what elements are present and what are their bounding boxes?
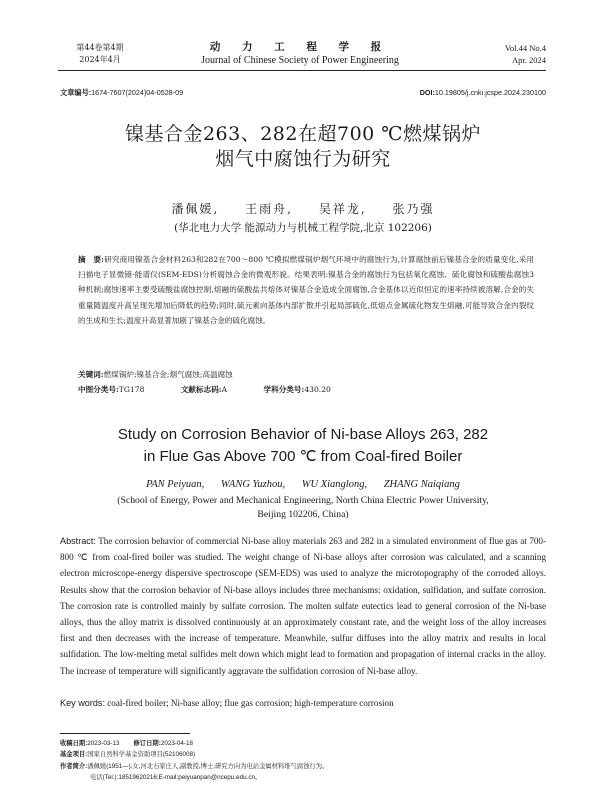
doi-label: DOI: [419, 88, 435, 97]
classification-row [78, 382, 534, 397]
doi-value: 10.19805/j.cnki.jcspe.2024.230100 [434, 88, 546, 97]
document-code [181, 382, 227, 397]
header-rule [58, 70, 546, 71]
header-issue-block [480, 42, 546, 66]
keywords-cn-label: 关键词: [78, 370, 104, 379]
article-number-value: 1674-7607(2024)04-0528-09 [91, 88, 184, 97]
title-en [60, 424, 546, 468]
footnote [60, 738, 546, 783]
journal-name-en: Journal of Chinese Society of Power Engineering [201, 55, 399, 66]
abstract-cn-text: 研究商用镍基合金材料263和282在700～800 ℃模拟燃煤锅炉烟气环境中的腐蚀行为,计算腐蚀前后镍基合金的质量变化,采用扫描电子显微镜-能谱仪(SEM-EDS)分析腐蚀合金的微观形貌。结果表明:镍基合金的腐蚀行为包括氧化腐蚀、硫化腐蚀和硫酸盐腐蚀3种机制;腐蚀速率主要受硫酸盐腐蚀控制,熔融的硫酸盐共熔体对镍基合金造成全面腐蚀,合金基体以近似恒定的速率持续被溶解,合金的失重量随温度升高呈现先增加后降低的趋势;同时,硫元素向基体内部扩散并引起局部硫化,低熔点金属硫化物发生熔融,可能导致合金内裂纹的生成和生长;温度升高显著加剧了镍基合金的硫化腐蚀。 [78, 255, 534, 325]
keywords-cn [78, 367, 534, 382]
footnote-author [60, 761, 546, 772]
revised-label: 修订日期: [133, 740, 161, 747]
keywords-en [60, 696, 546, 710]
footnote-dates [60, 738, 546, 749]
footnote-rule [60, 733, 190, 734]
author-en: WANG Yuzhou, [220, 479, 286, 490]
title-en-line2: in Flue Gas Above 700 ℃ from Coal-fired Boiler [143, 448, 463, 465]
authors-cn [60, 200, 546, 217]
title-en-line1: Study on Corrosion Behavior of Ni-base Alloys 263, 282 [117, 426, 489, 443]
header-date-cn: 2024年4月 [79, 55, 121, 64]
clc-label: 中图分类号: [78, 385, 119, 394]
footnote-fund [60, 749, 546, 760]
doc-code-label: 文献标志码: [180, 385, 222, 394]
author-cn: 吴祥龙, [318, 202, 367, 216]
abstract-en-text: The corrosion behavior of commercial Ni-base alloy materials 263 and 282 in a simulated environment of flue gas at 700-800 ℃ from coal-fired boiler was studied. The weight change of Ni-base alloys after corrosion was calculated, and a scanning electron microscope-energy dispersive spectroscope (SEM-EDS) was used to analyze the microtopography of the corroded alloys. Results show that the corrosion behavior of Ni-base alloys includes three mechanisms: oxidation, sulfidation, and sulfate corrosion. The corrosion rate is controlled mainly by sulfate corrosion. The molten sulfate eutectics lead to general corrosion of the Ni-base alloys, thus the alloy matrix is dissolved continuously at an approximately constant rate, and the weight loss of the alloy increases first and then decreases with the increase of temperature. Meanwhile, sulfur diffuses into the alloy matrix and results in local sulfidation. The low-melting metal sulfides melt down which might lead to formation and propagation of internal cracks in the alloy. The increase of temperature will significantly aggravate the sulfidation corrosion of Ni-base alloy. [60, 536, 546, 676]
subject-value: 430.20 [304, 385, 331, 394]
keywords-en-text: coal-fired boiler; Ni-base alloy; flue gas corrosion; high-temperature corrosion [107, 698, 394, 708]
affiliation-en [85, 494, 521, 522]
clc-value: TG178 [118, 385, 145, 394]
abstract-cn [78, 252, 534, 328]
received-date: 2023-03-13 [87, 740, 120, 747]
header-volume-block [60, 42, 140, 66]
fund-value: 国家自然科学基金资助项目(52106008) [87, 751, 196, 759]
doc-code-value: A [221, 385, 228, 394]
author-cn: 张乃强 [392, 202, 435, 216]
article-number-label: 文章编号: [60, 88, 92, 97]
keywords-en-label: Key words: [60, 698, 105, 708]
abstract-cn-label: 摘 要: [78, 255, 104, 264]
article-number [60, 88, 183, 98]
author-en: PAN Peiyuan, [146, 479, 205, 490]
header-date-en: Apr. 2024 [512, 55, 546, 65]
title-cn-line1: 镍基合金263、282在超700 ℃燃煤锅炉 [124, 123, 482, 145]
journal-name-cn: 动 力 工 程 学 报 [209, 41, 391, 53]
affiliation-cn: (华北电力大学 能源动力与机械工程学院,北京 102206) [174, 222, 432, 234]
received-label: 收稿日期: [60, 740, 88, 747]
author-cn: 王雨舟, [245, 202, 293, 216]
authors-en [60, 479, 546, 490]
revised-date: 2023-04-18 [160, 740, 194, 747]
author-bio-label: 作者简介: [60, 762, 88, 770]
clc-number [78, 382, 144, 397]
keywords-cn-text: 燃煤锅炉;镍基合金;烟气腐蚀;高温腐蚀 [103, 370, 233, 379]
footnote-contact: 电话(Tel.):18519620216;E-mail:peiyuanpan@ncepu.edu.cn。 [90, 773, 262, 781]
title-cn-line2: 烟气中腐蚀行为研究 [215, 148, 391, 170]
author-en: WU Xianglong, [301, 479, 368, 490]
fund-label: 基金项目: [60, 751, 88, 759]
header-volume: 第44卷第4期 [76, 43, 124, 52]
affiliation-en-line2: Beijing 102206, China) [257, 509, 349, 520]
header-vol-en: Vol.44 No.4 [504, 43, 546, 53]
abstract-en-label: Abstract: [60, 536, 96, 546]
affiliation-en-line1: (School of Energy, Power and Mechanical Engineering, North China Electric Power University, [117, 495, 489, 506]
author-bio: 潘佩媛(1951—),女,河北石家庄人,副教授,博士,研究方向为电站金属材料堆气腐蚀行为。 [87, 762, 329, 770]
doi [420, 88, 546, 97]
author-en: ZHANG Naiqiang [383, 479, 460, 490]
abstract-en [60, 533, 546, 679]
author-cn: 潘佩媛, [171, 202, 220, 216]
title-cn [60, 122, 546, 172]
subject-code [264, 382, 331, 397]
subject-label: 学科分类号: [263, 385, 305, 394]
header-journal-block [150, 40, 450, 67]
